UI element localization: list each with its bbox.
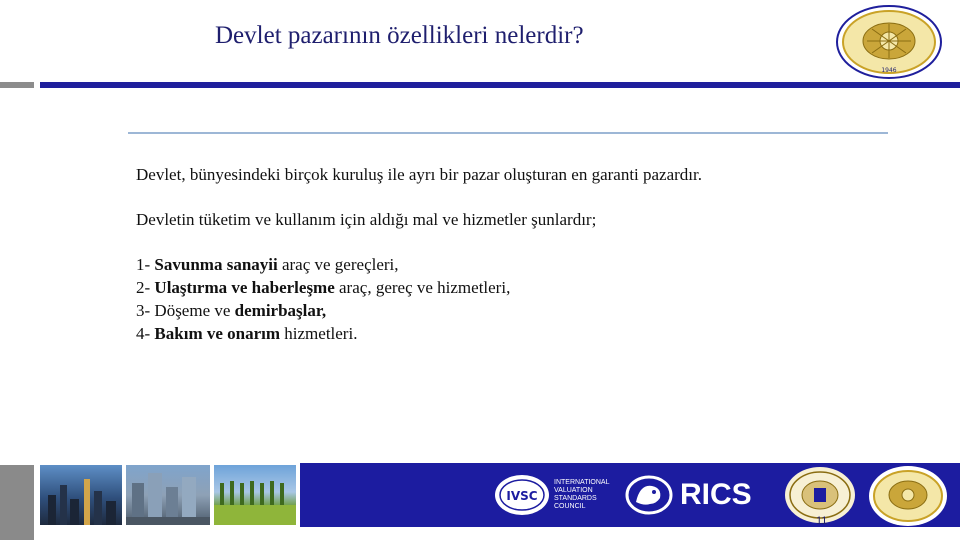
list-item-rest: araç, gereç ve hizmetleri, xyxy=(334,278,511,297)
seal-year: 1946 xyxy=(881,67,897,74)
city-skyline-photo xyxy=(40,465,122,525)
university-seal-footer-icon xyxy=(868,465,948,527)
list-item-rest: hizmetleri. xyxy=(280,324,358,343)
office-towers-photo xyxy=(126,465,210,525)
content-divider xyxy=(128,132,888,134)
list-item xyxy=(136,276,896,299)
list-item xyxy=(136,299,896,322)
slide-content xyxy=(136,163,896,345)
paragraph-2: Devletin tüketim ve kullanım için aldığı mal ve hizmetler şunlardır; xyxy=(136,210,597,229)
university-seal-logo xyxy=(834,4,944,80)
tree-field-photo xyxy=(214,465,296,525)
rics-logo-text: RICS xyxy=(680,478,752,511)
list-item-prefix: 2- xyxy=(136,278,155,297)
list-item-prefix: 3- Döşeme ve xyxy=(136,301,235,320)
rics-lion-icon xyxy=(624,474,674,516)
ivsc-mark: IVSC xyxy=(506,489,538,503)
top-band xyxy=(40,82,960,88)
list-item-rest: araç ve gereçleri, xyxy=(277,255,399,274)
list-item-bold: Ulaştırma ve haberleşme xyxy=(154,278,335,297)
footer-grey-block xyxy=(0,465,34,540)
list-item xyxy=(136,253,896,276)
paragraph-1: Devlet, bünyesindeki birçok kuruluş ile ayrı bir pazar oluşturan en garanti pazardır. xyxy=(136,165,703,184)
list-item-prefix: 1- xyxy=(136,255,155,274)
goods-list xyxy=(136,253,896,345)
list-item-bold: Savunma sanayii xyxy=(154,255,278,274)
list-item-bold: Bakım ve onarım xyxy=(154,324,281,343)
ivsc-logo xyxy=(494,474,550,516)
page-number: 11 xyxy=(816,515,828,527)
top-band-grey xyxy=(0,82,34,88)
list-item-bold: demirbaşlar, xyxy=(234,301,327,320)
list-item xyxy=(136,322,896,345)
slide-title: Devlet pazarının özellikleri nelerdir? xyxy=(215,22,584,49)
list-item-prefix: 4- xyxy=(136,324,155,343)
ivsc-text: INTERNATIONAL VALUATION STANDARDS COUNCIL xyxy=(554,479,610,510)
